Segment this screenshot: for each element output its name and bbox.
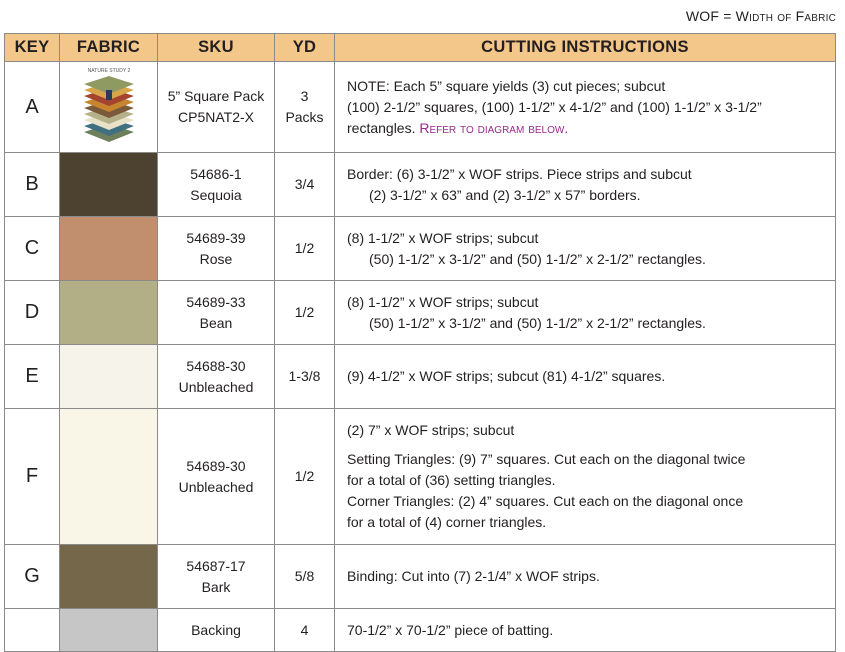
yd-value: 1/2 <box>275 217 335 281</box>
sku-color: Sequoia <box>190 186 242 203</box>
yd-value: 1/2 <box>275 281 335 345</box>
cut-line: (2) 3-1/2” x 63” and (2) 3-1/2” x 57” borders. <box>369 186 641 203</box>
fabric-cell <box>60 345 158 409</box>
wof-text: Width of Fabric <box>735 8 836 24</box>
fabric-cell <box>60 609 158 652</box>
yd-cell <box>275 62 335 153</box>
cutting-cell <box>335 217 836 281</box>
sku-code: 54689-30 <box>186 457 246 474</box>
sku-cell <box>158 545 275 609</box>
sku-code: 54689-39 <box>186 229 246 246</box>
cut-line: (2) 7” x WOF strips; subcut <box>347 422 515 438</box>
table-row <box>5 62 836 153</box>
fabric-cell <box>60 217 158 281</box>
cutting-cell <box>335 609 836 652</box>
cutting-cell <box>335 281 836 345</box>
cutting-table <box>4 33 836 652</box>
table-row <box>5 153 836 217</box>
table-row <box>5 409 836 545</box>
cut-line: (100) 2-1/2” squares, (100) 1-1/2” x 4-1/2” and (100) 1-1/2” x 3-1/2” <box>347 98 762 115</box>
sku-cell <box>158 217 275 281</box>
yd-value: 1-3/8 <box>275 345 335 409</box>
fabric-swatch-c <box>60 217 157 280</box>
yd-unit: Packs <box>285 109 324 125</box>
header-yd: YD <box>275 34 335 62</box>
cutting-cell <box>335 409 836 545</box>
fabric-cell <box>60 281 158 345</box>
row-key: C <box>5 217 60 281</box>
table-row <box>5 609 836 652</box>
sku-color: Bean <box>199 314 233 331</box>
fabric-cell <box>60 62 158 153</box>
cut-line: Setting Triangles: (9) 7” squares. Cut each on the diagonal twice <box>347 451 746 467</box>
cut-line: Binding: Cut into (7) 2-1/4” x WOF strips. <box>347 568 600 584</box>
sku-color: Unbleached <box>178 378 254 395</box>
row-key: G <box>5 545 60 609</box>
sku-cell <box>158 153 275 217</box>
row-key: E <box>5 345 60 409</box>
header-row <box>5 34 836 62</box>
wof-label: WOF = <box>685 8 736 24</box>
refer-diagram-link: Refer to diagram below. <box>419 119 569 136</box>
cut-line: (9) 4-1/2” x WOF strips; subcut (81) 4-1/2” squares. <box>347 368 666 384</box>
cut-line: (50) 1-1/2” x 3-1/2” and (50) 1-1/2” x 2-1/2” rectangles. <box>369 250 706 267</box>
cut-line: for a total of (4) corner triangles. <box>347 514 547 530</box>
row-key: B <box>5 153 60 217</box>
table-row <box>5 217 836 281</box>
cut-line: Border: (6) 3-1/2” x WOF strips. Piece strips and subcut <box>347 165 692 182</box>
sku-code: 54686-1 <box>190 165 242 182</box>
row-key <box>5 609 60 652</box>
yd-value: 4 <box>275 609 335 652</box>
fabric-cell <box>60 409 158 545</box>
fabric-swatch-b <box>60 153 157 216</box>
yd-value: 3 <box>300 88 309 104</box>
fabric-cell <box>60 153 158 217</box>
table-row <box>5 545 836 609</box>
sku-name: Backing <box>158 609 275 652</box>
fabric-swatch-d <box>60 281 157 344</box>
fabric-swatch-e <box>60 345 157 408</box>
cutting-cell <box>335 153 836 217</box>
cut-line: NOTE: Each 5” square yields (3) cut pieces; subcut <box>347 77 666 94</box>
cut-line: (50) 1-1/2” x 3-1/2” and (50) 1-1/2” x 2-1/2” rectangles. <box>369 314 706 331</box>
sku-cell <box>158 409 275 545</box>
yd-value: 5/8 <box>275 545 335 609</box>
sku-color: Rose <box>199 250 233 267</box>
sku-color: Unbleached <box>178 478 254 495</box>
row-key: D <box>5 281 60 345</box>
fabric-stack <box>84 76 134 142</box>
cut-line: 70-1/2” x 70-1/2” piece of batting. <box>347 621 554 638</box>
wof-legend <box>686 8 836 24</box>
pack-label: NATURE STUDY 2 <box>87 68 131 74</box>
yd-value: 1/2 <box>275 409 335 545</box>
table-row <box>5 345 836 409</box>
sku-cell <box>158 281 275 345</box>
cut-line: rectangles. <box>347 119 420 136</box>
fabric-cell <box>60 545 158 609</box>
fabric-swatch-g <box>60 545 157 608</box>
row-key: F <box>5 409 60 545</box>
fabric-swatch-backing <box>60 609 157 651</box>
cutting-cell <box>335 62 836 153</box>
sku-code: 54689-33 <box>186 293 246 310</box>
sku-code: 54688-30 <box>186 357 246 374</box>
square-pack-image <box>60 62 158 147</box>
sku-color: Bark <box>201 578 231 595</box>
cut-line: (8) 1-1/2” x WOF strips; subcut <box>347 229 539 246</box>
header-key: KEY <box>5 34 60 62</box>
cut-line: for a total of (36) setting triangles. <box>347 472 556 488</box>
row-key: A <box>5 62 60 153</box>
header-cutting: CUTTING INSTRUCTIONS <box>335 34 836 62</box>
sku-code: CP5NAT2-X <box>178 109 254 125</box>
fabric-swatch-f <box>60 409 157 544</box>
sku-cell <box>158 345 275 409</box>
cutting-cell <box>335 345 836 409</box>
cut-line: Corner Triangles: (2) 4” squares. Cut each on the diagonal once <box>347 493 744 509</box>
header-fabric: FABRIC <box>60 34 158 62</box>
cutting-cell <box>335 545 836 609</box>
sku-cell <box>158 62 275 153</box>
yd-value: 3/4 <box>275 153 335 217</box>
cut-line: (8) 1-1/2” x WOF strips; subcut <box>347 293 539 310</box>
sku-name: 5” Square Pack <box>167 88 265 104</box>
header-sku: SKU <box>158 34 275 62</box>
sku-code: 54687-17 <box>186 557 246 574</box>
table-row <box>5 281 836 345</box>
